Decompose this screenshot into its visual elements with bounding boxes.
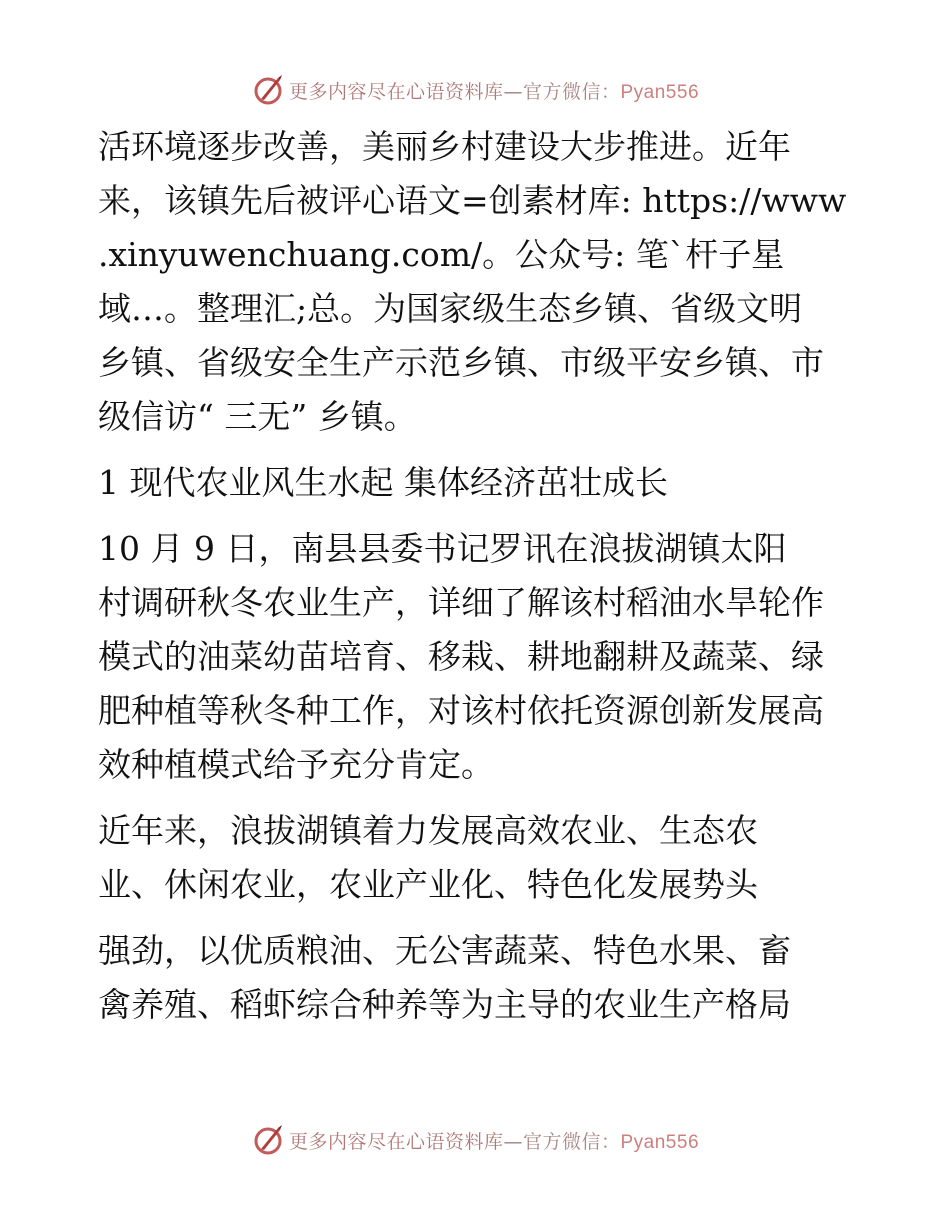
banner-wechat-id: Pyan556 — [620, 81, 700, 103]
text-line: 1 现代农业风生水起 集体经济茁壮成长 — [98, 463, 668, 502]
banner-wechat-label: 官方微信： — [522, 80, 621, 103]
text-line: 近年来，浪拔湖镇着力发展高效农业、生态农 — [98, 811, 758, 850]
document-body — [98, 120, 858, 1032]
text-line: 村调研秋冬农业生产，详细了解该村稻油水旱轮作 — [98, 583, 824, 622]
text-line: 乡镇、省级安全生产示范乡镇、市级平安乡镇、市 — [98, 343, 824, 382]
text-line: 业、休闲农业，农业产业化、特色化发展势头 — [98, 865, 758, 904]
text-line: 活环境逐步改善，美丽乡村建设大步推进。近年 — [98, 127, 791, 166]
footer-banner — [0, 1120, 950, 1160]
banner-dash: — — [503, 80, 523, 103]
quill-logo-icon — [251, 73, 285, 107]
paragraph-gap — [98, 792, 858, 804]
paragraph-gap — [98, 912, 858, 924]
paragraph-gap — [98, 444, 858, 456]
text-line: 域…。整理汇;总。为国家级生态乡镇、省级文明 — [98, 289, 803, 328]
text-line: 禽养殖、稻虾综合种养等为主导的农业生产格局 — [98, 985, 791, 1024]
banner-brand-text: 更多内容尽在心语资料库 — [288, 1130, 504, 1153]
header-banner — [0, 70, 950, 110]
text-line: 肥种植等秋冬种工作，对该村依托资源创新发展高 — [98, 691, 824, 730]
text-line: 效种植模式给予充分肯定。 — [98, 745, 494, 784]
banner-wechat-id: Pyan556 — [620, 1131, 700, 1153]
banner-wechat-label: 官方微信： — [522, 1130, 621, 1153]
text-line: 来，该镇先后被评心语文=创素材库: https://www — [98, 181, 847, 220]
banner-dash: — — [503, 1130, 523, 1153]
text-line: 10 月 9 日，南县县委书记罗讯在浪拔湖镇太阳 — [98, 529, 787, 568]
text-line: 模式的油菜幼苗培育、移栽、耕地翻耕及蔬菜、绿 — [98, 637, 824, 676]
text-line: .xinyuwenchuang.com/。公众号: 笔`杆子星 — [98, 235, 785, 274]
paragraph-gap — [98, 510, 858, 522]
banner-brand-text: 更多内容尽在心语资料库 — [288, 80, 504, 103]
quill-logo-icon — [251, 1123, 285, 1157]
text-line: 强劲，以优质粮油、无公害蔬菜、特色水果、畜 — [98, 931, 791, 970]
text-line: 级信访“ 三无” 乡镇。 — [98, 397, 417, 436]
